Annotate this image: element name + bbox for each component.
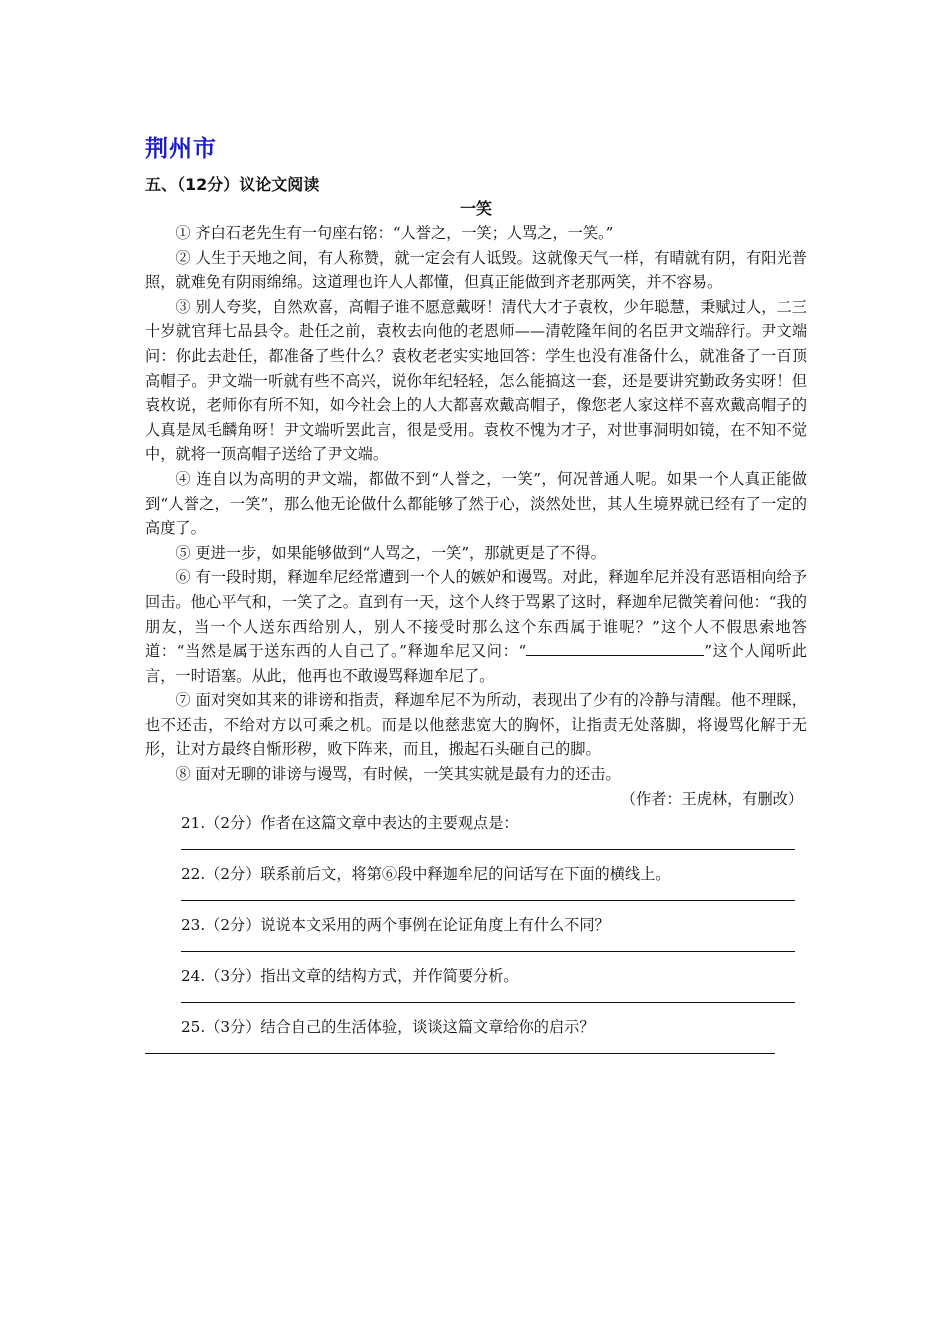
question-24: 24.（3分）指出文章的结构方式，并作简要分析。: [181, 966, 519, 985]
paragraph-6: [145, 565, 807, 688]
paragraph-2: ② 人生于天地之间，有人称赞，就一定会有人诋毁。这就像天气一样，有晴就有阴，有阳光普照，就难免有阴雨绵绵。这道理也许人人都懂，但真正能做到齐老那两笑，并不容易。: [145, 248, 807, 292]
city-heading: 荆州市: [145, 136, 217, 162]
author-note: （作者：王虎林，有删改）: [620, 789, 803, 808]
fill-in-blank[interactable]: [526, 641, 704, 656]
paragraph-4: ④ 连自以为高明的尹文端，都做不到“人誉之，一笑”，何况普通人呢。如果一个人真正能做到“人誉之，一笑”，那么他无论做什么都能够了然于心，淡然处世，其人生境界就已经有了一定的高度了。: [145, 469, 807, 538]
answer-line-25[interactable]: [145, 1039, 775, 1054]
answer-line-24[interactable]: [181, 988, 795, 1003]
paragraph-8: ⑧ 面对无聊的诽谤与谩骂，有时候，一笑其实就是最有力的还击。: [175, 765, 621, 784]
paragraph-7: ⑦ 面对突如其来的诽谤和指责，释迦牟尼不为所动，表现出了少有的冷静与清醒。他不理睬，也不还击，不给对方以可乘之机。而是以他慈悲宽大的胸怀，让指责无处落脚，将谩骂化解于无形，让对方最终自惭形秽，败下阵来，而且，搬起石头砸自己的脚。: [145, 691, 807, 759]
section-heading: 五、（12分）议论文阅读: [145, 175, 320, 194]
paragraph-1: ① 齐白石老先生有一句座右铭：“人誉之，一笑；人骂之，一笑。”: [175, 224, 614, 242]
paragraph-3: ③ 别人夸奖，自然欢喜，高帽子谁不愿意戴呀！清代大才子袁枚，少年聪慧，秉赋过人，二三十岁就官拜七品县令。赴任之前，袁枚去向他的老恩师——清乾隆年间的名臣尹文端辞行。尹文端问：你此去赴任，都准备了些什么？袁枚老老实实地回答：学生也没有准备什么，就准备了一百顶高帽子。尹文端一听就有些不高兴，说你年纪轻轻，怎么能搞这一套，还是要讲究勤政务实呀！但袁枚说，老师你有所不知，如今社会上的人大都喜欢戴高帽子，像您老人家这样不喜欢戴高帽子的人真是凤毛麟角呀！尹文端听罢此言，很是受用。袁枚不愧为才子，对世事洞明如镜，在不知不觉中，就将一顶高帽子送给了尹文端。: [145, 297, 807, 464]
question-21: 21.（2分）作者在这篇文章中表达的主要观点是：: [181, 813, 519, 832]
exam-page: [145, 130, 807, 1066]
article-title: 一笑: [459, 199, 492, 218]
paragraph-6-end: ”这个人闻听此言，一时语塞。从此，他再也不敢谩骂释迦牟尼了。: [145, 642, 807, 685]
question-25: 25.（3分）结合自己的生活体验，谈谈这篇文章给你的启示？: [181, 1017, 595, 1036]
question-23: 23.（2分）说说本文采用的两个事例在论证角度上有什么不同？: [181, 915, 610, 934]
answer-line-22[interactable]: [181, 886, 795, 901]
paragraph-5: ⑤ 更进一步，如果能够做到“人骂之，一笑”，那就更是了不得。: [175, 543, 606, 562]
answer-line-23[interactable]: [181, 937, 795, 952]
paragraph-6-start: ⑥ 有一段时期，释迦牟尼经常遭到一个人的嫉妒和谩骂。对此，释迦牟尼并没有恶语相向给予回击。他心平气和，一笑了之。直到有一天，这个人终于骂累了这时，释迦牟尼微笑着问他：“我的朋友，当一个人送东西给别人，别人不接受时那么这个东西属于谁呢？”这个人不假思索地答道：“当然是属于送东西的人自己了。”释迦牟尼又问：“: [145, 568, 807, 661]
question-22: 22.（2分）联系前后文，将第⑥段中释迦牟尼的问话写在下面的横线上。: [181, 864, 671, 883]
answer-line-21[interactable]: [181, 835, 795, 850]
